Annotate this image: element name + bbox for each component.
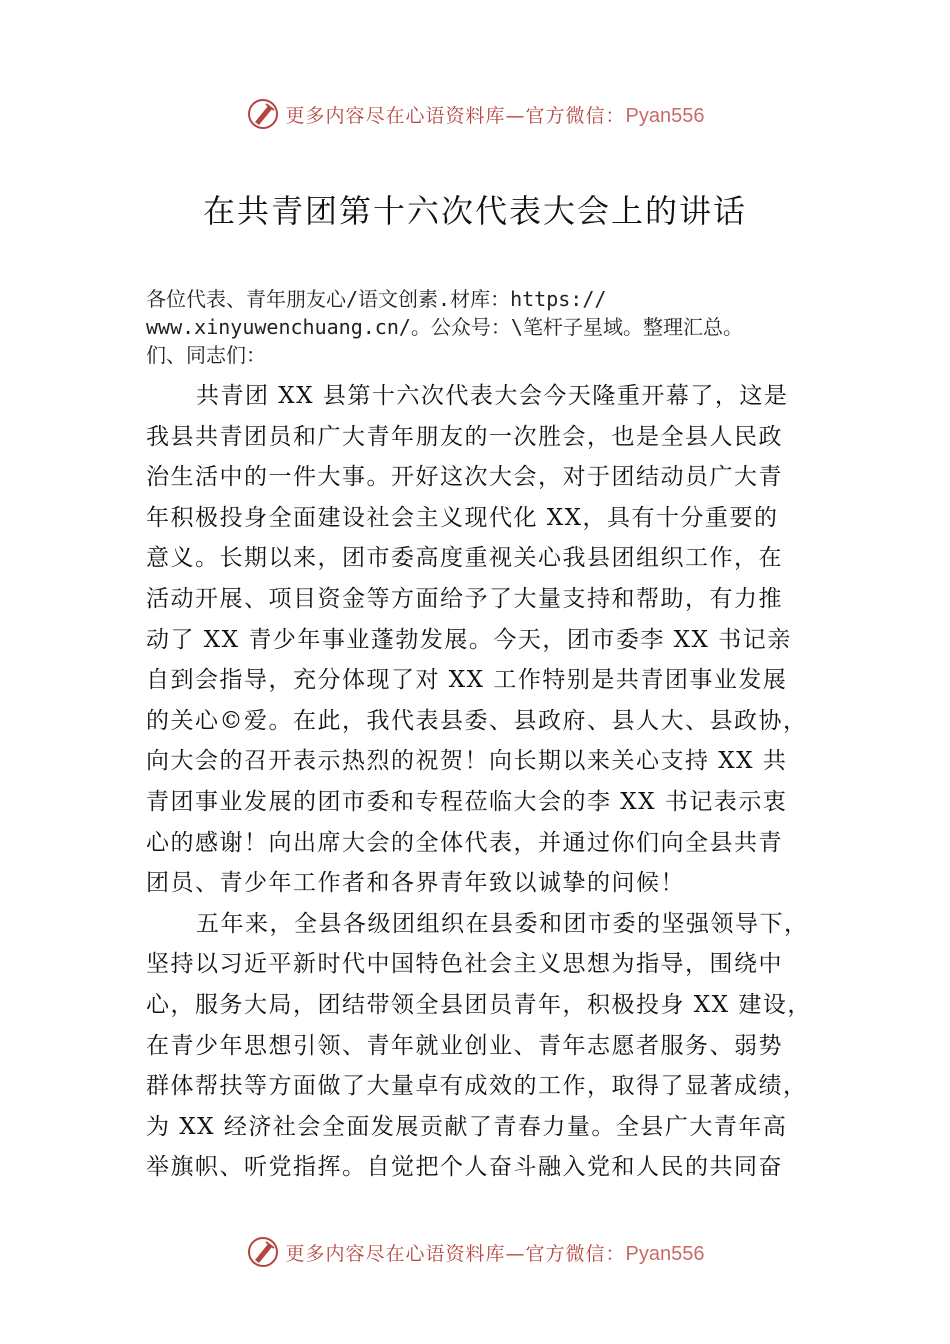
- greeting-line: 各位代表、青年朋友心/语文创素.材库：https://: [146, 287, 607, 311]
- body-line: 动了 XX 青少年事业蓬勃发展。今天，团市委李 XX 书记亲: [146, 626, 792, 653]
- body-line: 为 XX 经济社会全面发展贡献了青春力量。全县广大青年高: [146, 1113, 788, 1140]
- pen-logo-icon: [246, 97, 280, 131]
- body-line: 年积极投身全面建设社会主义现代化 XX，具有十分重要的: [146, 504, 779, 531]
- pen-logo-icon: [246, 1235, 280, 1269]
- header-wechat-handle: Pyan556: [625, 104, 705, 127]
- body-line: 向大会的召开表示热烈的祝贺！向长期以来关心支持 XX 共: [146, 748, 788, 775]
- body-line: 活动开展、项目资金等方面给予了大量支持和帮助，有力推: [146, 585, 783, 612]
- body-line: 治生活中的一件大事。开好这次大会，对于团结动员广大青: [146, 464, 783, 491]
- footer-wechat-handle: Pyan556: [625, 1242, 705, 1265]
- header-banner-text: 更多内容尽在心语资料库—官方微信：Pyan556: [285, 104, 705, 127]
- body-line: 共青团 XX 县第十六次代表大会今天隆重开幕了，这是: [196, 383, 789, 409]
- body-line: 意义。长期以来，团市委高度重视关心我县团组织工作，在: [146, 545, 783, 572]
- body-line: 自到会指导，充分体现了对 XX 工作特别是共青团事业发展: [146, 667, 788, 694]
- document-title: 在共青团第十六次代表大会上的讲话: [202, 192, 747, 230]
- body-line: 青团事业发展的团市委和专程莅临大会的李 XX 书记表示衷: [146, 788, 788, 815]
- greeting-line: 们、同志们：: [146, 343, 266, 367]
- greeting: [146, 285, 866, 369]
- body-line: 心，服务大局，团结带领全县团员青年，积极投身 XX 建设，: [146, 991, 812, 1018]
- body-line: 我县共青团员和广大青年朋友的一次胜会，也是全县人民政: [146, 423, 783, 450]
- greeting-line: www.xinyuwenchuang.cn/。公众号：\笔杆子星域。整理汇总。: [146, 315, 743, 339]
- body-line: 团员、青少年工作者和各界青年致以诚挚的问候！: [146, 870, 685, 897]
- body-line: 的关心©爱。在此，我代表县委、县政府、县人大、县政协，: [146, 707, 808, 734]
- body-line: 五年来，全县各级团组织在县委和团市委的坚强领导下，: [196, 910, 809, 937]
- footer-banner-text: 更多内容尽在心语资料库—官方微信：Pyan556: [285, 1242, 705, 1265]
- header-banner: [0, 94, 950, 134]
- speech-body: [146, 376, 826, 1188]
- body-line: 心的感谢！向出席大会的全体代表，并通过你们向全县共青: [146, 829, 783, 856]
- body-line: 在青少年思想引领、青年就业创业、青年志愿者服务、弱势: [146, 1032, 783, 1059]
- body-line: 坚持以习近平新时代中国特色社会主义思想为指导，围绕中: [146, 951, 783, 978]
- footer-banner: [0, 1232, 950, 1272]
- body-line: 举旗帜、听党指挥。自觉把个人奋斗融入党和人民的共同奋: [146, 1154, 783, 1181]
- body-line: 群体帮扶等方面做了大量卓有成效的工作，取得了显著成绩，: [146, 1073, 808, 1100]
